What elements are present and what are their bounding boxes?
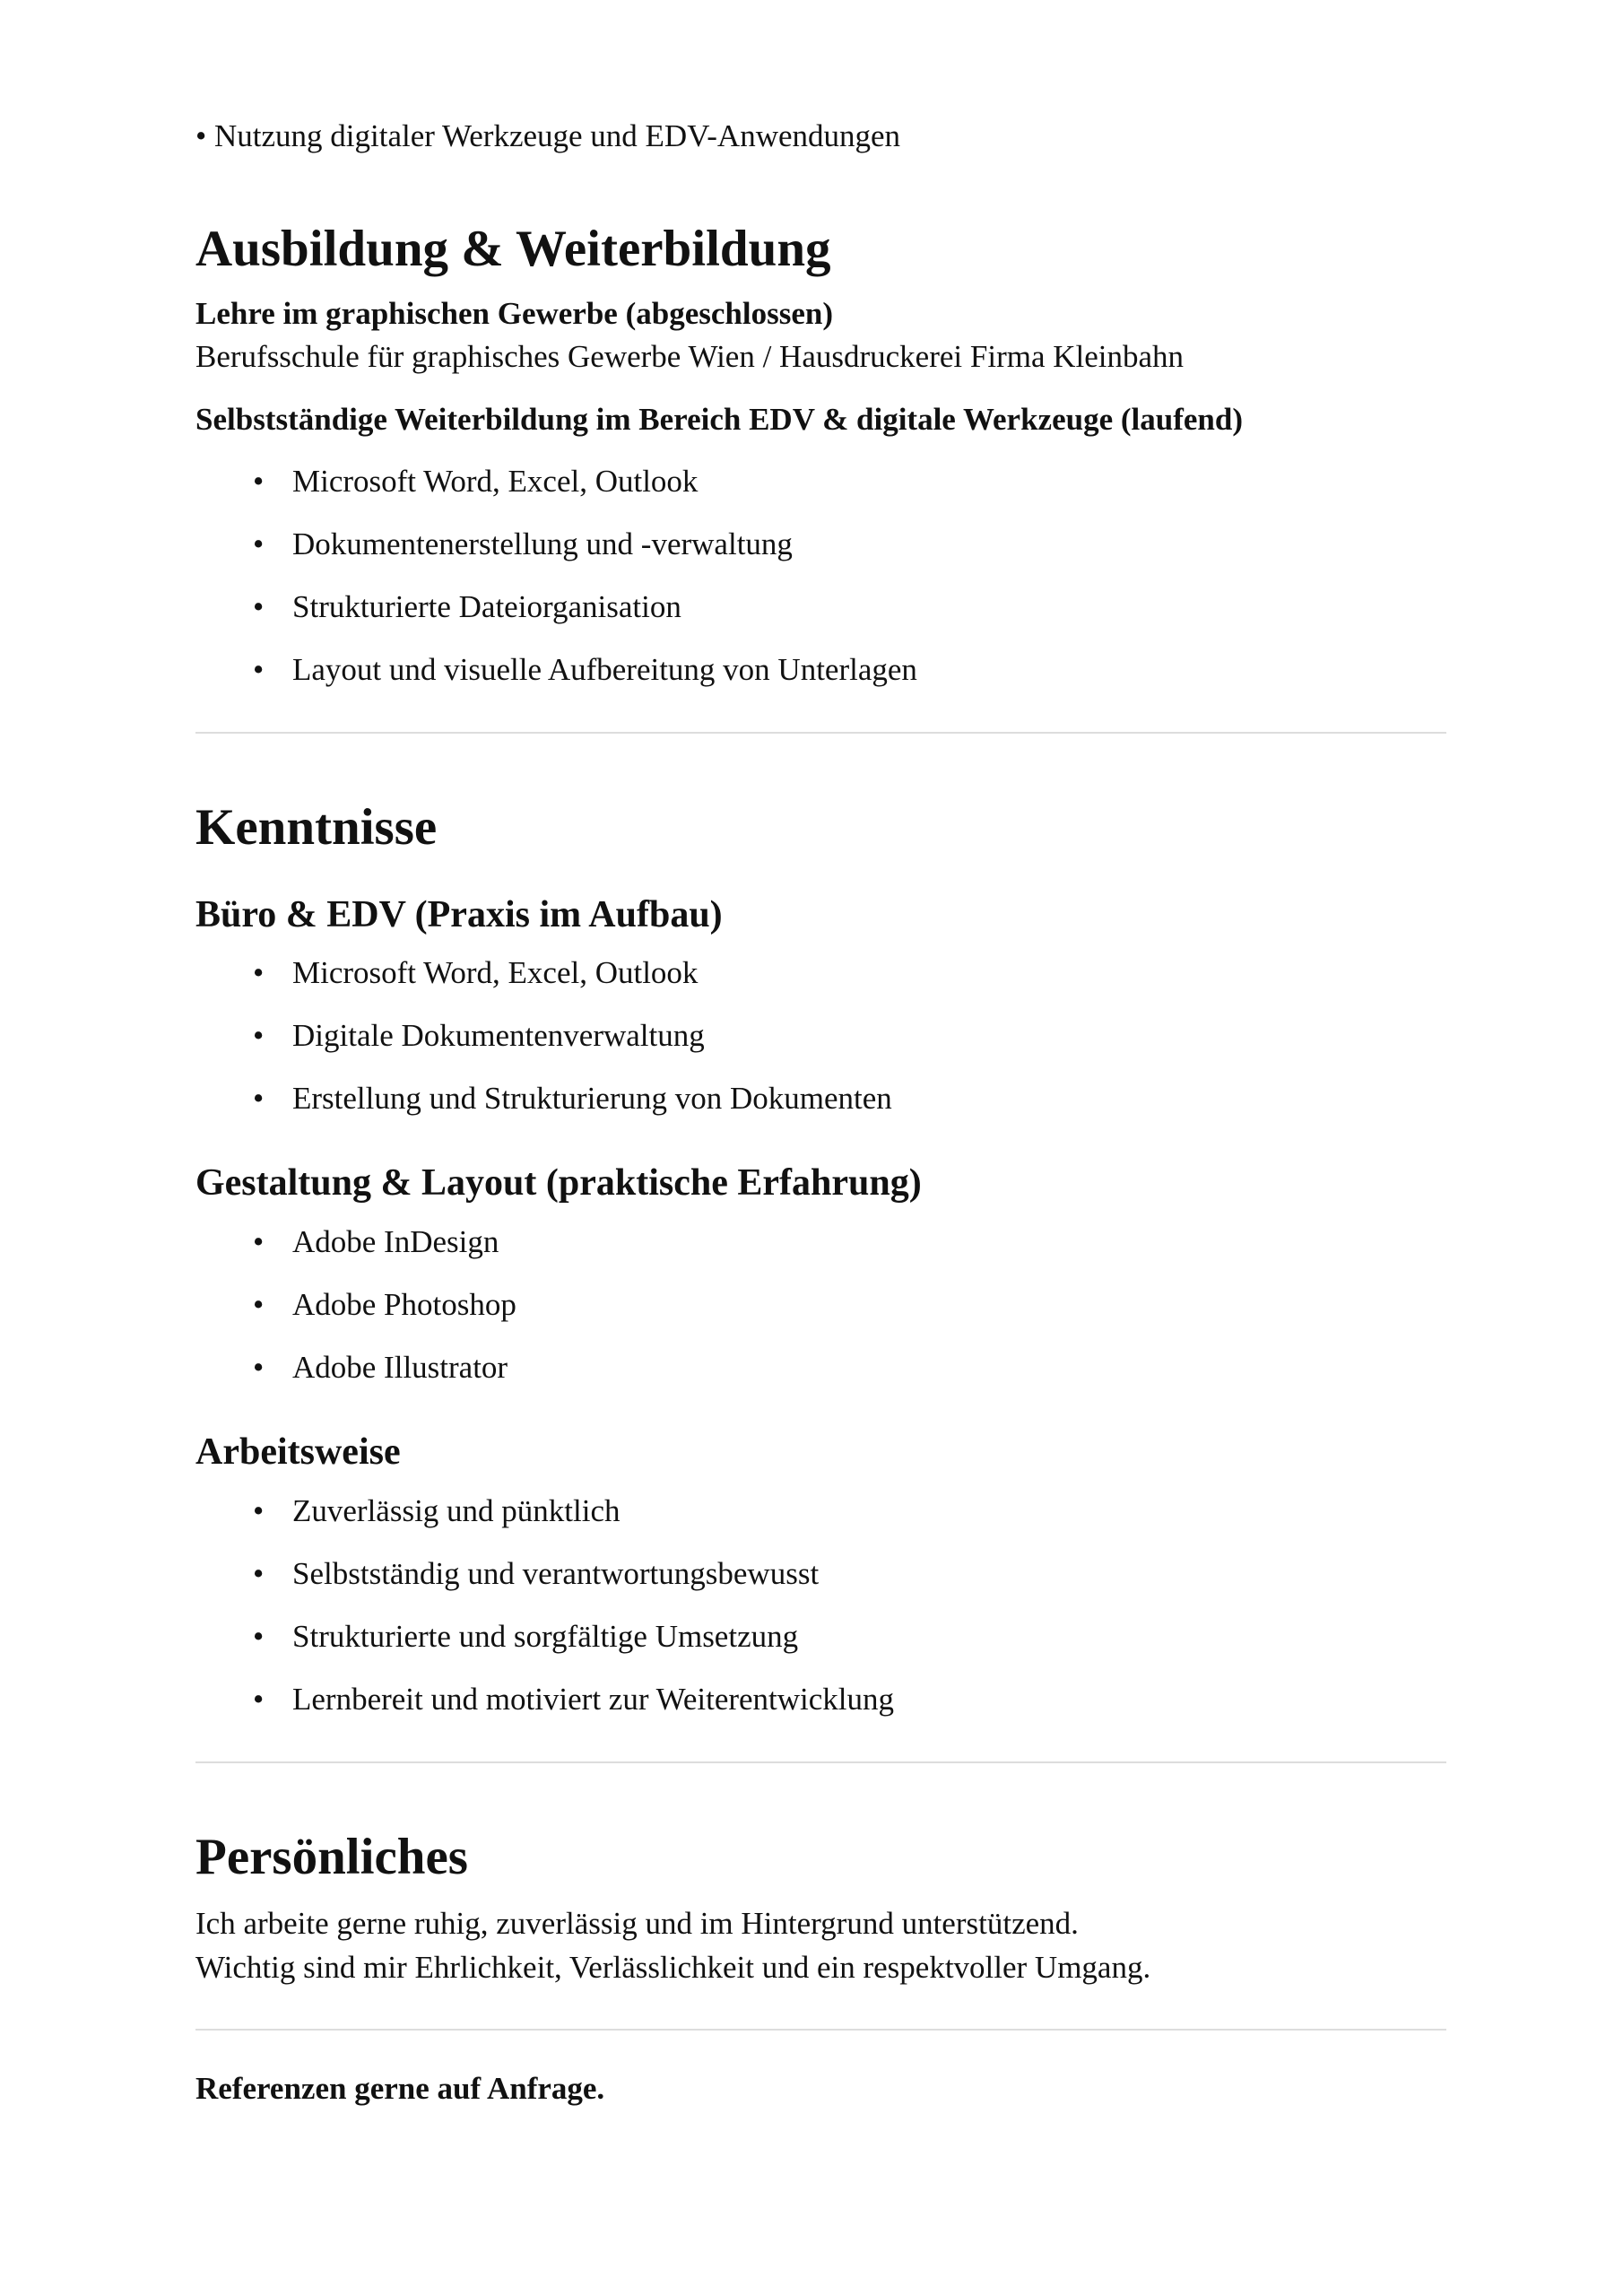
bullet-dot: • — [253, 589, 265, 624]
bullet-dot: • — [253, 1556, 265, 1591]
subsection-title-arbeitsweise: Arbeitsweise — [195, 1431, 401, 1473]
bullet-dot: • — [253, 1224, 265, 1259]
section-title-persoenliches: Persönliches — [195, 1829, 468, 1885]
list-item: Adobe InDesign — [292, 1224, 499, 1259]
divider — [195, 732, 1446, 734]
persoenliches-line-2: Wichtig sind mir Ehrlichkeit, Verlässlichkeit und ein respektvoller Umgang. — [195, 1950, 1151, 1985]
list-item: Strukturierte Dateiorganisation — [292, 589, 681, 624]
list-item: Selbstständig und verantwortungsbewusst — [292, 1556, 820, 1591]
list-item: Adobe Illustrator — [292, 1350, 508, 1385]
bullet-dot: • — [253, 652, 265, 687]
list-item: Microsoft Word, Excel, Outlook — [292, 464, 699, 499]
bullet-dot: • — [253, 955, 265, 990]
bullet-dot: • — [253, 1287, 265, 1322]
list-item: Lernbereit und motiviert zur Weiterentwicklung — [292, 1682, 895, 1717]
bullet-dot: • — [253, 526, 265, 561]
list-item: Dokumentenerstellung und -verwaltung — [292, 526, 793, 561]
lehre-title: Lehre im graphischen Gewerbe (abgeschlossen) — [195, 296, 833, 331]
list-item: Microsoft Word, Excel, Outlook — [292, 955, 699, 990]
bullet-dot: • — [253, 1682, 265, 1717]
referenzen-note: Referenzen gerne auf Anfrage. — [195, 2071, 605, 2106]
bullet-dot: • — [253, 1493, 265, 1528]
list-item: Strukturierte und sorgfältige Umsetzung — [292, 1619, 799, 1654]
divider — [195, 2029, 1446, 2031]
bullet-dot: • — [253, 1018, 265, 1053]
bullet-dot: • — [253, 1350, 265, 1385]
list-item: Adobe Photoshop — [292, 1287, 516, 1322]
divider — [195, 1761, 1446, 1763]
subsection-title-buero: Büro & EDV (Praxis im Aufbau) — [195, 894, 723, 935]
persoenliches-line-1: Ich arbeite gerne ruhig, zuverlässig und im Hintergrund unterstützend. — [195, 1906, 1079, 1941]
list-item: Digitale Dokumentenverwaltung — [292, 1018, 705, 1053]
section-title-kenntnisse: Kenntnisse — [195, 799, 438, 856]
top-bullet-line: • Nutzung digitaler Werkzeuge und EDV-Anwendungen — [195, 118, 901, 153]
list-item: Zuverlässig und pünktlich — [292, 1493, 621, 1528]
list-item: Layout und visuelle Aufbereitung von Unterlagen — [292, 652, 917, 687]
bullet-dot: • — [253, 1619, 265, 1654]
subsection-title-gestaltung: Gestaltung & Layout (praktische Erfahrung) — [195, 1162, 922, 1204]
bullet-dot: • — [253, 1081, 265, 1116]
weiterbildung-title: Selbstständige Weiterbildung im Bereich EDV & digitale Werkzeuge (laufend) — [195, 402, 1243, 437]
bullet-dot: • — [253, 464, 265, 499]
lehre-desc: Berufsschule für graphisches Gewerbe Wien / Hausdruckerei Firma Kleinbahn — [195, 339, 1185, 374]
section-title-ausbildung: Ausbildung & Weiterbildung — [195, 221, 831, 277]
list-item: Erstellung und Strukturierung von Dokumenten — [292, 1081, 892, 1116]
